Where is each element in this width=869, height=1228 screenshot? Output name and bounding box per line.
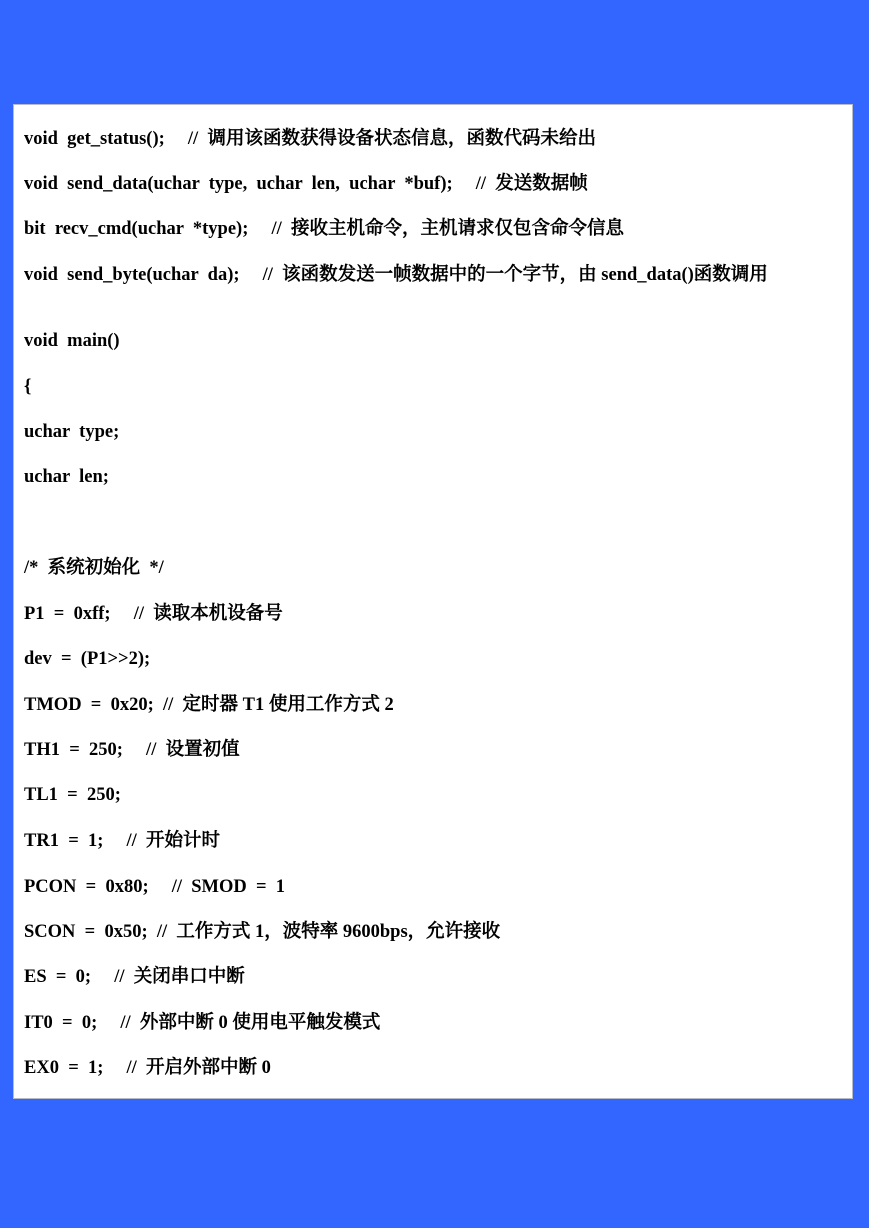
code-line-tl1: TL1 = 250; xyxy=(24,785,121,805)
code-line-th1: TH1 = 250; // 设置初值 xyxy=(24,740,240,760)
code-line-scon: SCON = 0x50; // 工作方式 1，波特率 9600bps，允许接收 xyxy=(24,922,501,942)
code-line-init-comment: /* 系统初始化 */ xyxy=(24,558,164,578)
code-line-p1: P1 = 0xff; // 读取本机设备号 xyxy=(24,604,283,624)
code-line-pcon: PCON = 0x80; // SMOD = 1 xyxy=(24,877,286,897)
code-line-it0: IT0 = 0; // 外部中断 0 使用电平触发模式 xyxy=(24,1013,381,1033)
code-line-uchar-len: uchar len; xyxy=(24,467,109,487)
code-line-tr1: TR1 = 1; // 开始计时 xyxy=(24,831,221,851)
code-line-get-status: void get_status(); // 调用该函数获得设备状态信息，函数代码未给出 xyxy=(24,129,596,149)
code-line-dev: dev = (P1>>2); xyxy=(24,649,151,669)
code-line-send-byte: void send_byte(uchar da); // 该函数发送一帧数据中的一个字节，由 send_data()函数调用 xyxy=(24,265,768,285)
code-line-open-brace: { xyxy=(24,377,32,397)
code-line-uchar-type: uchar type; xyxy=(24,422,120,442)
code-line-ex0: EX0 = 1; // 开启外部中断 0 xyxy=(24,1058,271,1078)
code-line-es: ES = 0; // 关闭串口中断 xyxy=(24,967,245,987)
code-line-tmod: TMOD = 0x20; // 定时器 T1 使用工作方式 2 xyxy=(24,695,394,715)
code-line-send-data: void send_data(uchar type, uchar len, uchar *buf); // 发送数据帧 xyxy=(24,174,588,194)
code-line-main: void main() xyxy=(24,331,120,351)
code-line-recv-cmd: bit recv_cmd(uchar *type); // 接收主机命令，主机请求仅包含命令信息 xyxy=(24,219,625,239)
document-page xyxy=(13,104,853,1099)
